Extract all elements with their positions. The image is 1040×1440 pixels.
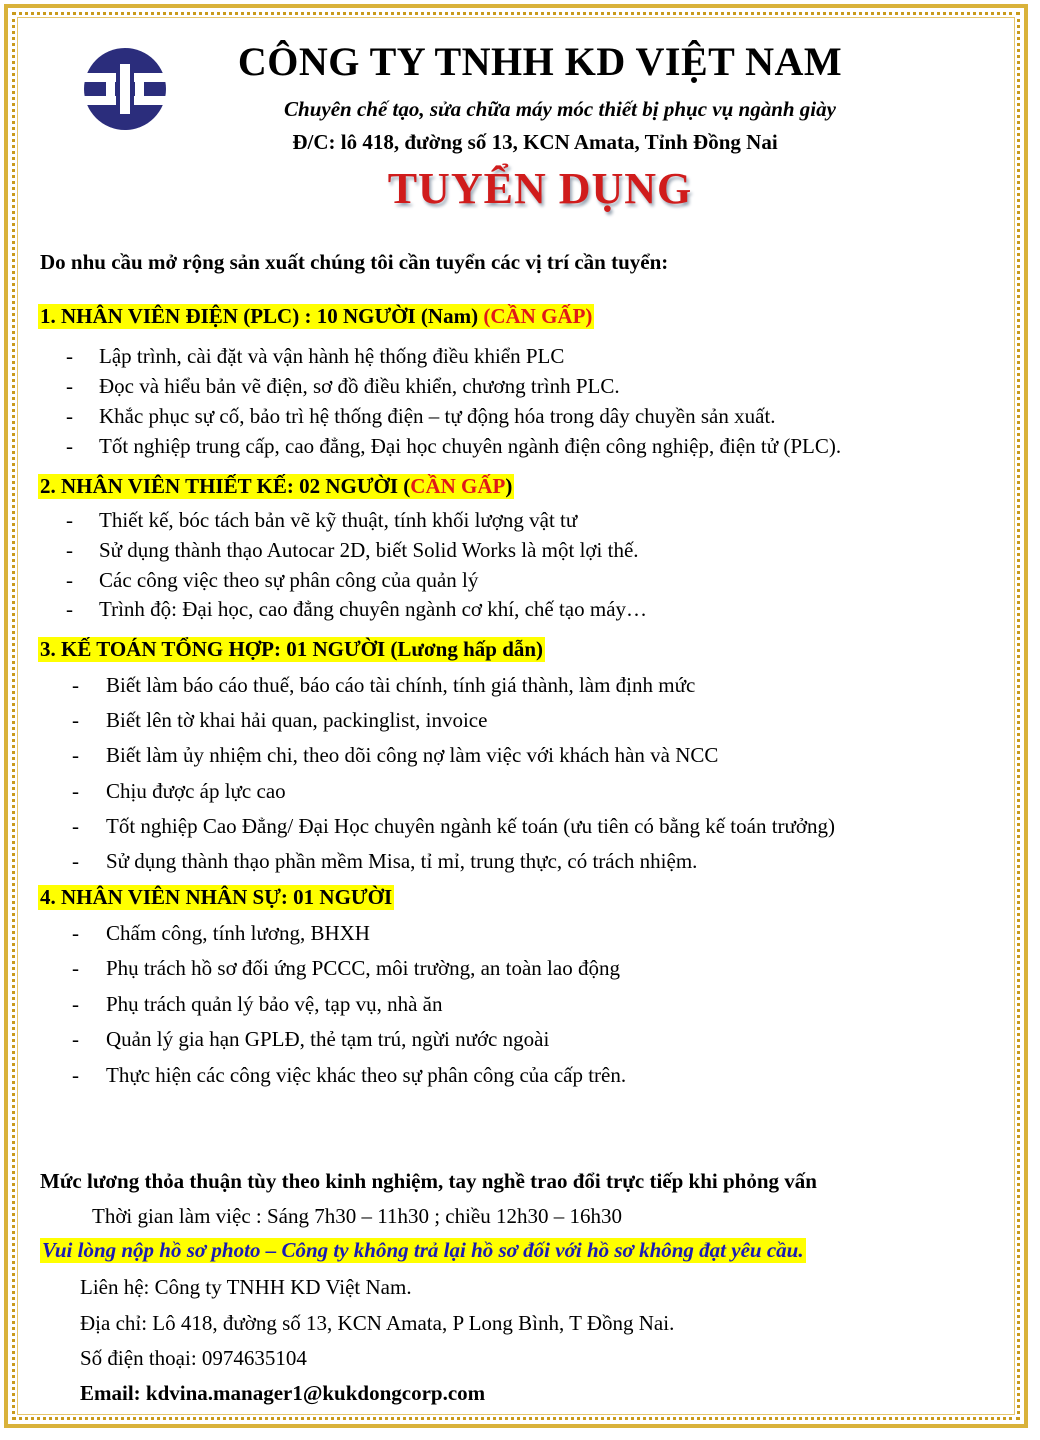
intro-text: Do nhu cầu mở rộng sản xuất chúng tôi cần tuyển các vị trí cần tuyển: (40, 250, 669, 274)
bullet-dash: - (72, 921, 79, 945)
section-2-title: 2. NHÂN VIÊN THIẾT KẾ: 02 NGƯỜI ( (40, 474, 411, 498)
section-1-heading (38, 304, 594, 329)
list-item: Thực hiện các công việc khác theo sự phân công của cấp trên. (106, 1063, 627, 1087)
application-notice: Vui lòng nộp hồ sơ photo – Công ty không trả lại hồ sơ đối với hồ sơ không đạt yêu cầu. (42, 1238, 804, 1262)
bullet-dash: - (72, 708, 79, 732)
bullet-dash: - (72, 992, 79, 1016)
list-item: Sử dụng thành thạo Autocar 2D, biết Solid Works là một lợi thế. (99, 538, 639, 562)
bullet-dash: - (72, 743, 79, 767)
section-2-close: ) (505, 474, 513, 498)
list-item: Biết lên tờ khai hải quan, packinglist, invoice (106, 708, 488, 732)
bullet-dash: - (66, 568, 73, 592)
list-item: Phụ trách hồ sơ đối ứng PCCC, môi trường, an toàn lao động (106, 956, 620, 980)
list-item: Sử dụng thành thạo phần mềm Misa, tỉ mỉ, trung thực, có trách nhiệm. (106, 849, 698, 873)
list-item: Lập trình, cài đặt và vận hành hệ thống điều khiển PLC (99, 344, 565, 368)
bullet-dash: - (66, 404, 73, 428)
list-item: Chấm công, tính lương, BHXH (106, 921, 370, 945)
urgent-tag: CẦN GẤP (410, 474, 506, 498)
list-item: Các công việc theo sự phân công của quản lý (99, 568, 479, 592)
salary-note: Mức lương thỏa thuận tùy theo kinh nghiệm, tay nghề trao đổi trực tiếp khi phỏng vấn (40, 1169, 817, 1193)
section-3-heading: 3. KẾ TOÁN TỔNG HỢP: 01 NGƯỜI (Lương hấp dẫn) (40, 637, 544, 661)
list-item: Tốt nghiệp Cao Đẳng/ Đại Học chuyên ngành kế toán (ưu tiên có bằng kế toán trưởng) (106, 814, 836, 838)
list-item: Khắc phục sự cố, bảo trì hệ thống điện – tự động hóa trong dây chuyền sản xuất. (99, 404, 776, 428)
section-2-heading (38, 474, 514, 499)
bullet-dash: - (66, 538, 73, 562)
company-name: CÔNG TY TNHH KD VIỆT NAM (237, 39, 843, 84)
bullet-dash: - (72, 779, 79, 803)
bullet-dash: - (66, 434, 73, 458)
company-address: Đ/C: lô 418, đường số 13, KCN Amata, Tỉnh Đồng Nai (292, 130, 778, 154)
recruitment-title: TUYỂN DỤNG (387, 164, 693, 213)
contact-line: Liên hệ: Công ty TNHH KD Việt Nam. (80, 1275, 412, 1299)
bullet-dash: - (72, 814, 79, 838)
company-tagline: Chuyên chế tạo, sửa chữa máy móc thiết bị phục vụ ngành giày (284, 97, 836, 121)
contact-address: Địa chỉ: Lô 418, đường số 13, KCN Amata, P Long Bình, T Đồng Nai. (80, 1311, 675, 1335)
bullet-dash: - (72, 849, 79, 873)
bullet-dash: - (72, 956, 79, 980)
bullet-dash: - (66, 597, 73, 621)
bullet-dash: - (72, 1027, 79, 1051)
working-hours: Thời gian làm việc : Sáng 7h30 – 11h30 ; chiều 12h30 – 16h30 (92, 1204, 623, 1228)
bullet-dash: - (72, 673, 79, 697)
list-item: Trình độ: Đại học, cao đẳng chuyên ngành cơ khí, chế tạo máy… (99, 597, 648, 621)
list-item: Quản lý gia hạn GPLĐ, thẻ tạm trú, ngừi nước ngoài (106, 1027, 550, 1051)
bullet-dash: - (66, 508, 73, 532)
list-item: Chịu được áp lực cao (106, 779, 286, 803)
contact-email[interactable]: Email: kdvina.manager1@kukdongcorp.com (80, 1381, 486, 1405)
list-item: Thiết kế, bóc tách bản vẽ kỹ thuật, tính khối lượng vật tư (99, 508, 578, 532)
list-item: Đọc và hiểu bản vẽ điện, sơ đồ điều khiển, chương trình PLC. (99, 374, 620, 398)
list-item: Phụ trách quản lý bảo vệ, tạp vụ, nhà ăn (106, 992, 443, 1016)
bullet-dash: - (66, 374, 73, 398)
list-item: Biết làm ủy nhiệm chi, theo dõi công nợ làm việc với khách hàn và NCC (106, 743, 719, 767)
urgent-tag: (CẦN GẤP) (483, 304, 593, 328)
bullet-dash: - (66, 344, 73, 368)
section-4-heading: 4. NHÂN VIÊN NHÂN SỰ: 01 NGƯỜI (40, 885, 393, 909)
list-item: Biết làm báo cáo thuế, báo cáo tài chính, tính giá thành, làm định mức (106, 673, 696, 697)
list-item: Tốt nghiệp trung cấp, cao đẳng, Đại học chuyên ngành điện công nghiệp, điện tử (PLC). (99, 434, 842, 458)
contact-phone: Số điện thoại: 0974635104 (80, 1346, 307, 1370)
bullet-dash: - (72, 1063, 79, 1087)
section-1-title: 1. NHÂN VIÊN ĐIỆN (PLC) : 10 NGƯỜI (Nam) (40, 304, 479, 328)
